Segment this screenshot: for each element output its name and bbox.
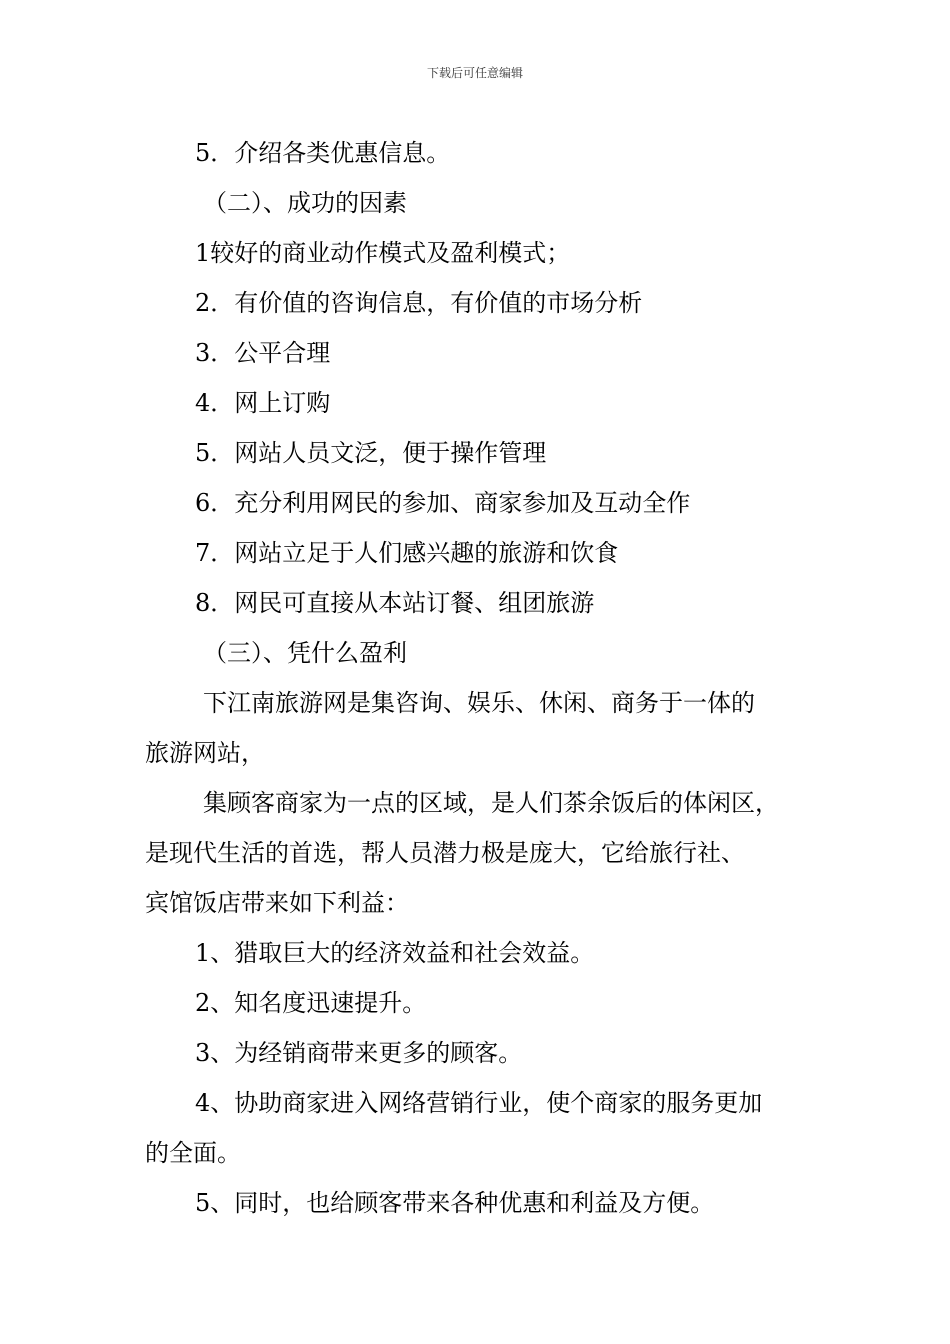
- benefit-item: 5、同时，也给顾客带来各种优惠和利益及方便。: [195, 1189, 715, 1217]
- paragraph-line: 旅游网站，: [145, 739, 265, 767]
- text-line: 6．充分利用网民的参加、商家参加及互动全作: [195, 489, 691, 517]
- text-line: 5．网站人员文泛，便于操作管理: [195, 439, 547, 467]
- section-heading: （二）、成功的因素: [203, 189, 407, 217]
- paragraph-line: 下江南旅游网是集咨询、娱乐、休闲、商务于一体的: [203, 689, 755, 717]
- benefit-item: 3、为经销商带来更多的顾客。: [195, 1039, 523, 1067]
- text-line: 3．公平合理: [195, 339, 331, 367]
- paragraph-benefit-4: [145, 1078, 825, 1178]
- text-line: 5．介绍各类优惠信息。: [195, 139, 451, 167]
- paragraph-line: 的全面。: [145, 1139, 241, 1167]
- text-line: 7．网站立足于人们感兴趣的旅游和饮食: [195, 539, 619, 567]
- benefit-item: 1、猎取巨大的经济效益和社会效益。: [195, 939, 595, 967]
- text-line: 4．网上订购: [195, 389, 331, 417]
- section-heading: （三）、凭什么盈利: [203, 639, 407, 667]
- document-body: [145, 128, 825, 1228]
- paragraph-line: 宾馆饭店带来如下利益：: [145, 889, 409, 917]
- benefit-item: 2、知名度迅速提升。: [195, 989, 427, 1017]
- paragraph-line: 是现代生活的首选，帮人员潜力极是庞大，它给旅行社、: [145, 839, 745, 867]
- text-line: 2．有价值的咨询信息，有价值的市场分析: [195, 289, 643, 317]
- paragraph-area: [145, 778, 825, 928]
- text-line: 1较好的商业动作模式及盈利模式；: [195, 239, 571, 267]
- paragraph-line: 集顾客商家为一点的区域，是人们茶余饭后的体闲区，: [203, 789, 779, 817]
- paragraph-intro: [145, 678, 825, 778]
- text-line: 8．网民可直接从本站订餐、组团旅游: [195, 589, 595, 617]
- paragraph-line: 4、协助商家进入网络营销行业，使个商家的服务更加: [195, 1089, 763, 1117]
- page-header: 下载后可任意编辑: [426, 66, 523, 80]
